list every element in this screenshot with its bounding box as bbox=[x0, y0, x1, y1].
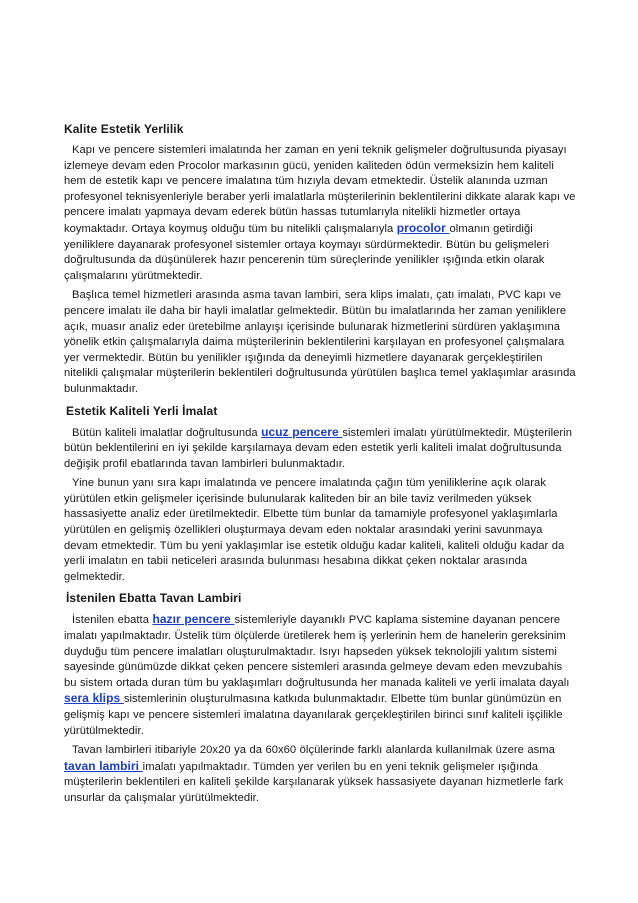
paragraph bbox=[64, 743, 578, 806]
paragraph bbox=[64, 476, 578, 585]
paragraph bbox=[64, 143, 578, 284]
paragraph-text: İstenilen ebatta bbox=[72, 614, 153, 627]
paragraph-text: sistemleri imalatı yürütülmektedir. Müşterilerin bütün beklentilerini en iyi şekilde karşılamaya devam eden estetik yerli kaliteli imalat doğrultusunda değişik profil ebatlarında tavan lambirleri bulunmaktadır. bbox=[64, 426, 572, 470]
hazir-pencere-link[interactable]: hazır pencere bbox=[152, 612, 235, 627]
sera-klips-link[interactable]: sera klips bbox=[64, 691, 124, 706]
document-body bbox=[64, 120, 578, 811]
paragraph bbox=[64, 288, 578, 397]
paragraph bbox=[64, 425, 578, 473]
paragraph-text: Tavan lambirleri itibariyle 20x20 ya da 60x60 ölçülerinde farklı alanlarda kullanılmak üzere asma bbox=[72, 744, 555, 757]
section-heading: Estetik Kaliteli Yerli İmalat bbox=[66, 403, 218, 418]
section-heading: İstenilen Ebatta Tavan Lambiri bbox=[66, 591, 242, 606]
paragraph-text: imalatı yapılmaktadır. Tümden yer verilen bu en yeni teknik gelişmeler ışığında müşterilerin beklentileri en kaliteli şekilde karşılanarak yüksek hassasiyete dayanan hizmetlerle fark unsurlar da çalışmalar yürütülmektedir. bbox=[64, 760, 564, 804]
paragraph-text: sistemlerinin oluşturulmasına katkıda bulunmaktadır. Elbette tüm bunlar günümüzün en gelişmiş kapı ve pencere sistemleri imalatına dayanılarak gerçekleştirilen birinci sınıf kaliteli işçilikle yürütülmektedir. bbox=[64, 693, 563, 737]
paragraph-text: Başlıca temel hizmetleri arasında asma tavan lambiri, sera klips imalatı, çatı imalatı, PVC kapı ve pencere imalatı ile daha bir hayli imalatlar gelmektedir. Bütün bu imalatlarında her zaman yeniliklere açık, muasır analiz eder üretebilme anlayışı içerisinde bulunarak hizmetlerini sürdüren yaklaşımına yönelik etkin çalışmalarıyla daima müşterilerinin beklentilerini karşılayan en profesyonel çalışmalara yer vermektedir. Bütün bu yenilikler ışığında da deneyimli hizmetlere dayanarak gerçekleştirilen nitelikli çalışmalar müşterilerin beklentileri doğrultusunda yürütülen başlıca temel yaklaşımlar arasında bulunmaktadır. bbox=[64, 289, 576, 395]
paragraph-text: Bütün kaliteli imalatlar doğrultusunda bbox=[72, 426, 262, 439]
paragraph-text: sistemleriyle dayanıklı PVC kaplama sistemine dayanan pencere imalatı yapılmaktadır. Üstelik tüm ölçülerde üretilerek hem iş yerlerinin hem de hanelerin gereksinim duyduğu tüm pencere imalatları oluşturulmaktadır. Isıyı hapseden yüksek teknolojili yalıtım sistemi sayesinde günümüzde dikkat çeken pencere sistemleri arasında gelmeye devam eden mevzubahis bu sistem ortada duran tüm bu yaklaşımları doğrultusunda her manada kaliteli ve yerli imalata dayalı bbox=[64, 614, 570, 689]
paragraph-text: olmanın getirdiği yeniliklere dayanarak profesyonel sistemler ortaya koymayı sürdürmektedir. Bütün bu gelişmeleri doğrultusunda da düşünülerek hazır pencerenin tüm süreçlerinde yenilikler ışığında etkin olarak çalışmalarını yürütmektedir. bbox=[64, 222, 549, 282]
procolor-link[interactable]: procolor bbox=[396, 220, 450, 235]
ucuz-pencere-link[interactable]: ucuz pencere bbox=[261, 424, 343, 439]
paragraph bbox=[64, 612, 578, 739]
paragraph-text: Yine bunun yanı sıra kapı imalatında ve pencere imalatında çağın tüm yeniliklerine açık olarak yürütülen etkin gelişmeler içerisinde bulunularak kaliteden bir an bile taviz verilmeden yüksek hassasiyette analiz eder üretilmektedir. Elbette tüm bunlar da tamamiyle profesyonel yaklaşımlarla yürütülen en gelişmiş özellikleri oluşturmaya devam eden noktalar arasındaki yerini savunmaya devam etmektedir. Tüm bu yeni yaklaşımlar ise estetik olduğu kadar kaliteli, kaliteli olduğu kadar da yerli imalatın en tabii neticeleri arasında bulunması hesabına dikkat çeken noktalar arasında gelmektedir. bbox=[64, 477, 565, 583]
tavan-lambiri-link[interactable]: tavan lambiri bbox=[64, 758, 143, 773]
section-heading: Kalite Estetik Yerlilik bbox=[64, 122, 184, 136]
paragraph-text: Kapı ve pencere sistemleri imalatında her zaman en yeni teknik gelişmeler doğrultusunda piyasayı izlemeye devam eden Procolor markasının gücü, yeniden kaliteden ödün vermeksizin hem kaliteli hem de estetik kapı ve pencere imalatına tüm hızıyla devam etmektedir. Üstelik alanında uzman profesyonel teknisyenleriyle beraber yerli imalatlarla müşterilerinin beklentilerini dikkate alarak kapı ve pencere imalatı yapmaya devam ederek bütün hassas tutumlarıyla nitelikli hizmetler ortaya koymaktadır. Ortaya koymuş olduğu tüm bu nitelikli çalışmalarıyla bbox=[64, 144, 576, 235]
